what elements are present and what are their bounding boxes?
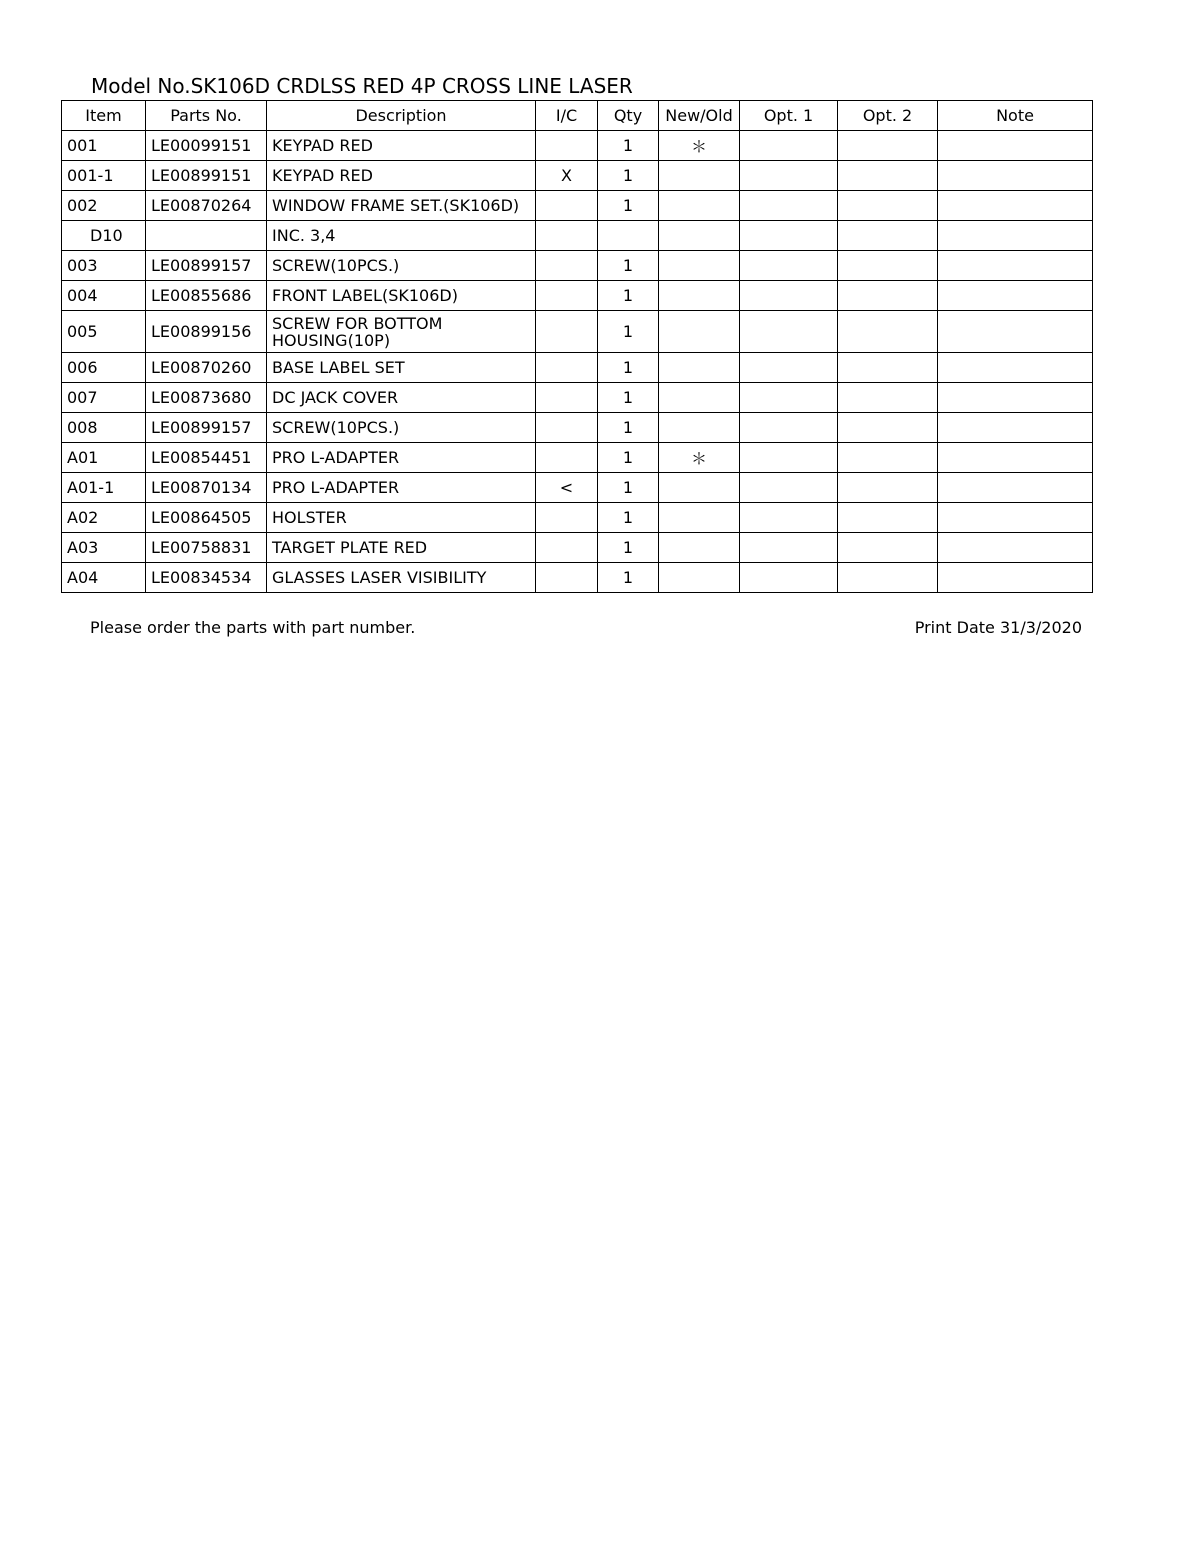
cell-parts-no: LE00099151 <box>146 131 267 161</box>
cell-ic <box>536 131 598 161</box>
cell-note <box>938 383 1093 413</box>
cell-note <box>938 443 1093 473</box>
cell-description: KEYPAD RED <box>267 131 536 161</box>
cell-item: 003 <box>62 251 146 281</box>
table-row <box>62 353 1093 383</box>
table-row <box>62 191 1093 221</box>
cell-new-old: ＊ <box>659 131 740 161</box>
cell-note <box>938 353 1093 383</box>
cell-opt1 <box>740 413 838 443</box>
cell-description: GLASSES LASER VISIBILITY <box>267 563 536 593</box>
cell-item: A02 <box>62 503 146 533</box>
cell-qty: 1 <box>598 533 659 563</box>
cell-qty: 1 <box>598 191 659 221</box>
cell-qty: 1 <box>598 251 659 281</box>
cell-opt2 <box>838 563 938 593</box>
cell-ic: < <box>536 473 598 503</box>
cell-new-old <box>659 383 740 413</box>
cell-note <box>938 413 1093 443</box>
cell-opt2 <box>838 161 938 191</box>
cell-opt1 <box>740 503 838 533</box>
cell-qty: 1 <box>598 473 659 503</box>
cell-new-old <box>659 191 740 221</box>
header-qty: Qty <box>598 101 659 131</box>
cell-ic <box>536 413 598 443</box>
cell-note <box>938 221 1093 251</box>
cell-note <box>938 533 1093 563</box>
parts-table-body <box>62 131 1093 593</box>
cell-opt2 <box>838 251 938 281</box>
cell-item: 008 <box>62 413 146 443</box>
cell-ic <box>536 443 598 473</box>
cell-opt2 <box>838 281 938 311</box>
cell-item: 001 <box>62 131 146 161</box>
table-row <box>62 311 1093 353</box>
cell-parts-no: LE00899151 <box>146 161 267 191</box>
cell-description: FRONT LABEL(SK106D) <box>267 281 536 311</box>
cell-new-old <box>659 311 740 353</box>
cell-qty: 1 <box>598 161 659 191</box>
cell-qty: 1 <box>598 563 659 593</box>
header-opt1: Opt. 1 <box>740 101 838 131</box>
cell-opt2 <box>838 503 938 533</box>
cell-item: A01 <box>62 443 146 473</box>
cell-opt1 <box>740 221 838 251</box>
cell-new-old <box>659 221 740 251</box>
cell-new-old <box>659 281 740 311</box>
cell-item: D10 <box>62 221 146 251</box>
cell-parts-no: LE00758831 <box>146 533 267 563</box>
cell-item: A03 <box>62 533 146 563</box>
cell-parts-no: LE00899157 <box>146 413 267 443</box>
cell-description: HOLSTER <box>267 503 536 533</box>
cell-qty: 1 <box>598 311 659 353</box>
cell-parts-no: LE00870264 <box>146 191 267 221</box>
cell-note <box>938 473 1093 503</box>
cell-opt1 <box>740 473 838 503</box>
cell-qty: 1 <box>598 353 659 383</box>
cell-opt1 <box>740 533 838 563</box>
cell-opt1 <box>740 443 838 473</box>
cell-new-old <box>659 473 740 503</box>
print-date: Print Date 31/3/2020 <box>914 618 1082 637</box>
cell-ic <box>536 191 598 221</box>
cell-qty: 1 <box>598 503 659 533</box>
table-row <box>62 473 1093 503</box>
table-row <box>62 131 1093 161</box>
cell-description: WINDOW FRAME SET.(SK106D) <box>267 191 536 221</box>
cell-new-old <box>659 161 740 191</box>
cell-description: SCREW FOR BOTTOM HOUSING(10P) <box>267 311 536 353</box>
table-row <box>62 383 1093 413</box>
header-parts-no: Parts No. <box>146 101 267 131</box>
cell-opt2 <box>838 221 938 251</box>
cell-opt1 <box>740 383 838 413</box>
cell-ic <box>536 311 598 353</box>
cell-qty: 1 <box>598 131 659 161</box>
cell-parts-no: LE00854451 <box>146 443 267 473</box>
cell-parts-no: LE00834534 <box>146 563 267 593</box>
cell-item: 006 <box>62 353 146 383</box>
cell-opt1 <box>740 281 838 311</box>
cell-qty <box>598 221 659 251</box>
header-note: Note <box>938 101 1093 131</box>
cell-note <box>938 563 1093 593</box>
table-row <box>62 563 1093 593</box>
cell-opt2 <box>838 383 938 413</box>
cell-note <box>938 131 1093 161</box>
cell-item: 007 <box>62 383 146 413</box>
cell-ic <box>536 353 598 383</box>
cell-ic <box>536 383 598 413</box>
header-description: Description <box>267 101 536 131</box>
cell-new-old <box>659 353 740 383</box>
cell-qty: 1 <box>598 413 659 443</box>
cell-ic <box>536 221 598 251</box>
cell-item: 005 <box>62 311 146 353</box>
cell-ic <box>536 563 598 593</box>
footer-note: Please order the parts with part number. <box>90 618 416 637</box>
table-row <box>62 533 1093 563</box>
cell-new-old <box>659 533 740 563</box>
cell-item: A01-1 <box>62 473 146 503</box>
cell-description: PRO L-ADAPTER <box>267 473 536 503</box>
table-row <box>62 221 1093 251</box>
table-row <box>62 503 1093 533</box>
cell-opt1 <box>740 251 838 281</box>
cell-item: 002 <box>62 191 146 221</box>
table-row <box>62 443 1093 473</box>
cell-opt2 <box>838 533 938 563</box>
cell-description: INC. 3,4 <box>267 221 536 251</box>
cell-opt1 <box>740 563 838 593</box>
cell-qty: 1 <box>598 281 659 311</box>
cell-note <box>938 191 1093 221</box>
cell-parts-no: LE00855686 <box>146 281 267 311</box>
cell-item: 001-1 <box>62 161 146 191</box>
cell-ic <box>536 281 598 311</box>
cell-parts-no: LE00864505 <box>146 503 267 533</box>
cell-opt1 <box>740 131 838 161</box>
cell-parts-no: LE00870260 <box>146 353 267 383</box>
cell-new-old: ＊ <box>659 443 740 473</box>
cell-parts-no: LE00873680 <box>146 383 267 413</box>
cell-opt2 <box>838 443 938 473</box>
cell-opt1 <box>740 161 838 191</box>
parts-table <box>61 100 1093 593</box>
cell-note <box>938 281 1093 311</box>
table-row <box>62 161 1093 191</box>
cell-description: TARGET PLATE RED <box>267 533 536 563</box>
cell-qty: 1 <box>598 383 659 413</box>
cell-parts-no: LE00899156 <box>146 311 267 353</box>
cell-qty: 1 <box>598 443 659 473</box>
cell-parts-no <box>146 221 267 251</box>
table-row <box>62 251 1093 281</box>
page-title: Model No.SK106D CRDLSS RED 4P CROSS LINE LASER <box>91 74 633 98</box>
cell-ic: X <box>536 161 598 191</box>
cell-opt1 <box>740 191 838 221</box>
cell-description: BASE LABEL SET <box>267 353 536 383</box>
cell-new-old <box>659 251 740 281</box>
table-row <box>62 281 1093 311</box>
cell-opt1 <box>740 311 838 353</box>
cell-item: 004 <box>62 281 146 311</box>
cell-opt2 <box>838 353 938 383</box>
cell-description: KEYPAD RED <box>267 161 536 191</box>
cell-note <box>938 161 1093 191</box>
header-item: Item <box>62 101 146 131</box>
table-row <box>62 413 1093 443</box>
cell-description: PRO L-ADAPTER <box>267 443 536 473</box>
cell-parts-no: LE00899157 <box>146 251 267 281</box>
cell-new-old <box>659 413 740 443</box>
cell-opt2 <box>838 191 938 221</box>
cell-item: A04 <box>62 563 146 593</box>
cell-new-old <box>659 503 740 533</box>
cell-opt1 <box>740 353 838 383</box>
cell-description: SCREW(10PCS.) <box>267 413 536 443</box>
cell-opt2 <box>838 473 938 503</box>
cell-description: DC JACK COVER <box>267 383 536 413</box>
cell-opt2 <box>838 413 938 443</box>
header-ic: I/C <box>536 101 598 131</box>
cell-ic <box>536 503 598 533</box>
cell-ic <box>536 533 598 563</box>
header-new-old: New/Old <box>659 101 740 131</box>
cell-opt2 <box>838 131 938 161</box>
cell-opt2 <box>838 311 938 353</box>
header-opt2: Opt. 2 <box>838 101 938 131</box>
cell-note <box>938 311 1093 353</box>
cell-parts-no: LE00870134 <box>146 473 267 503</box>
cell-ic <box>536 251 598 281</box>
cell-new-old <box>659 563 740 593</box>
table-header-row <box>62 101 1093 131</box>
cell-note <box>938 251 1093 281</box>
cell-note <box>938 503 1093 533</box>
cell-description: SCREW(10PCS.) <box>267 251 536 281</box>
